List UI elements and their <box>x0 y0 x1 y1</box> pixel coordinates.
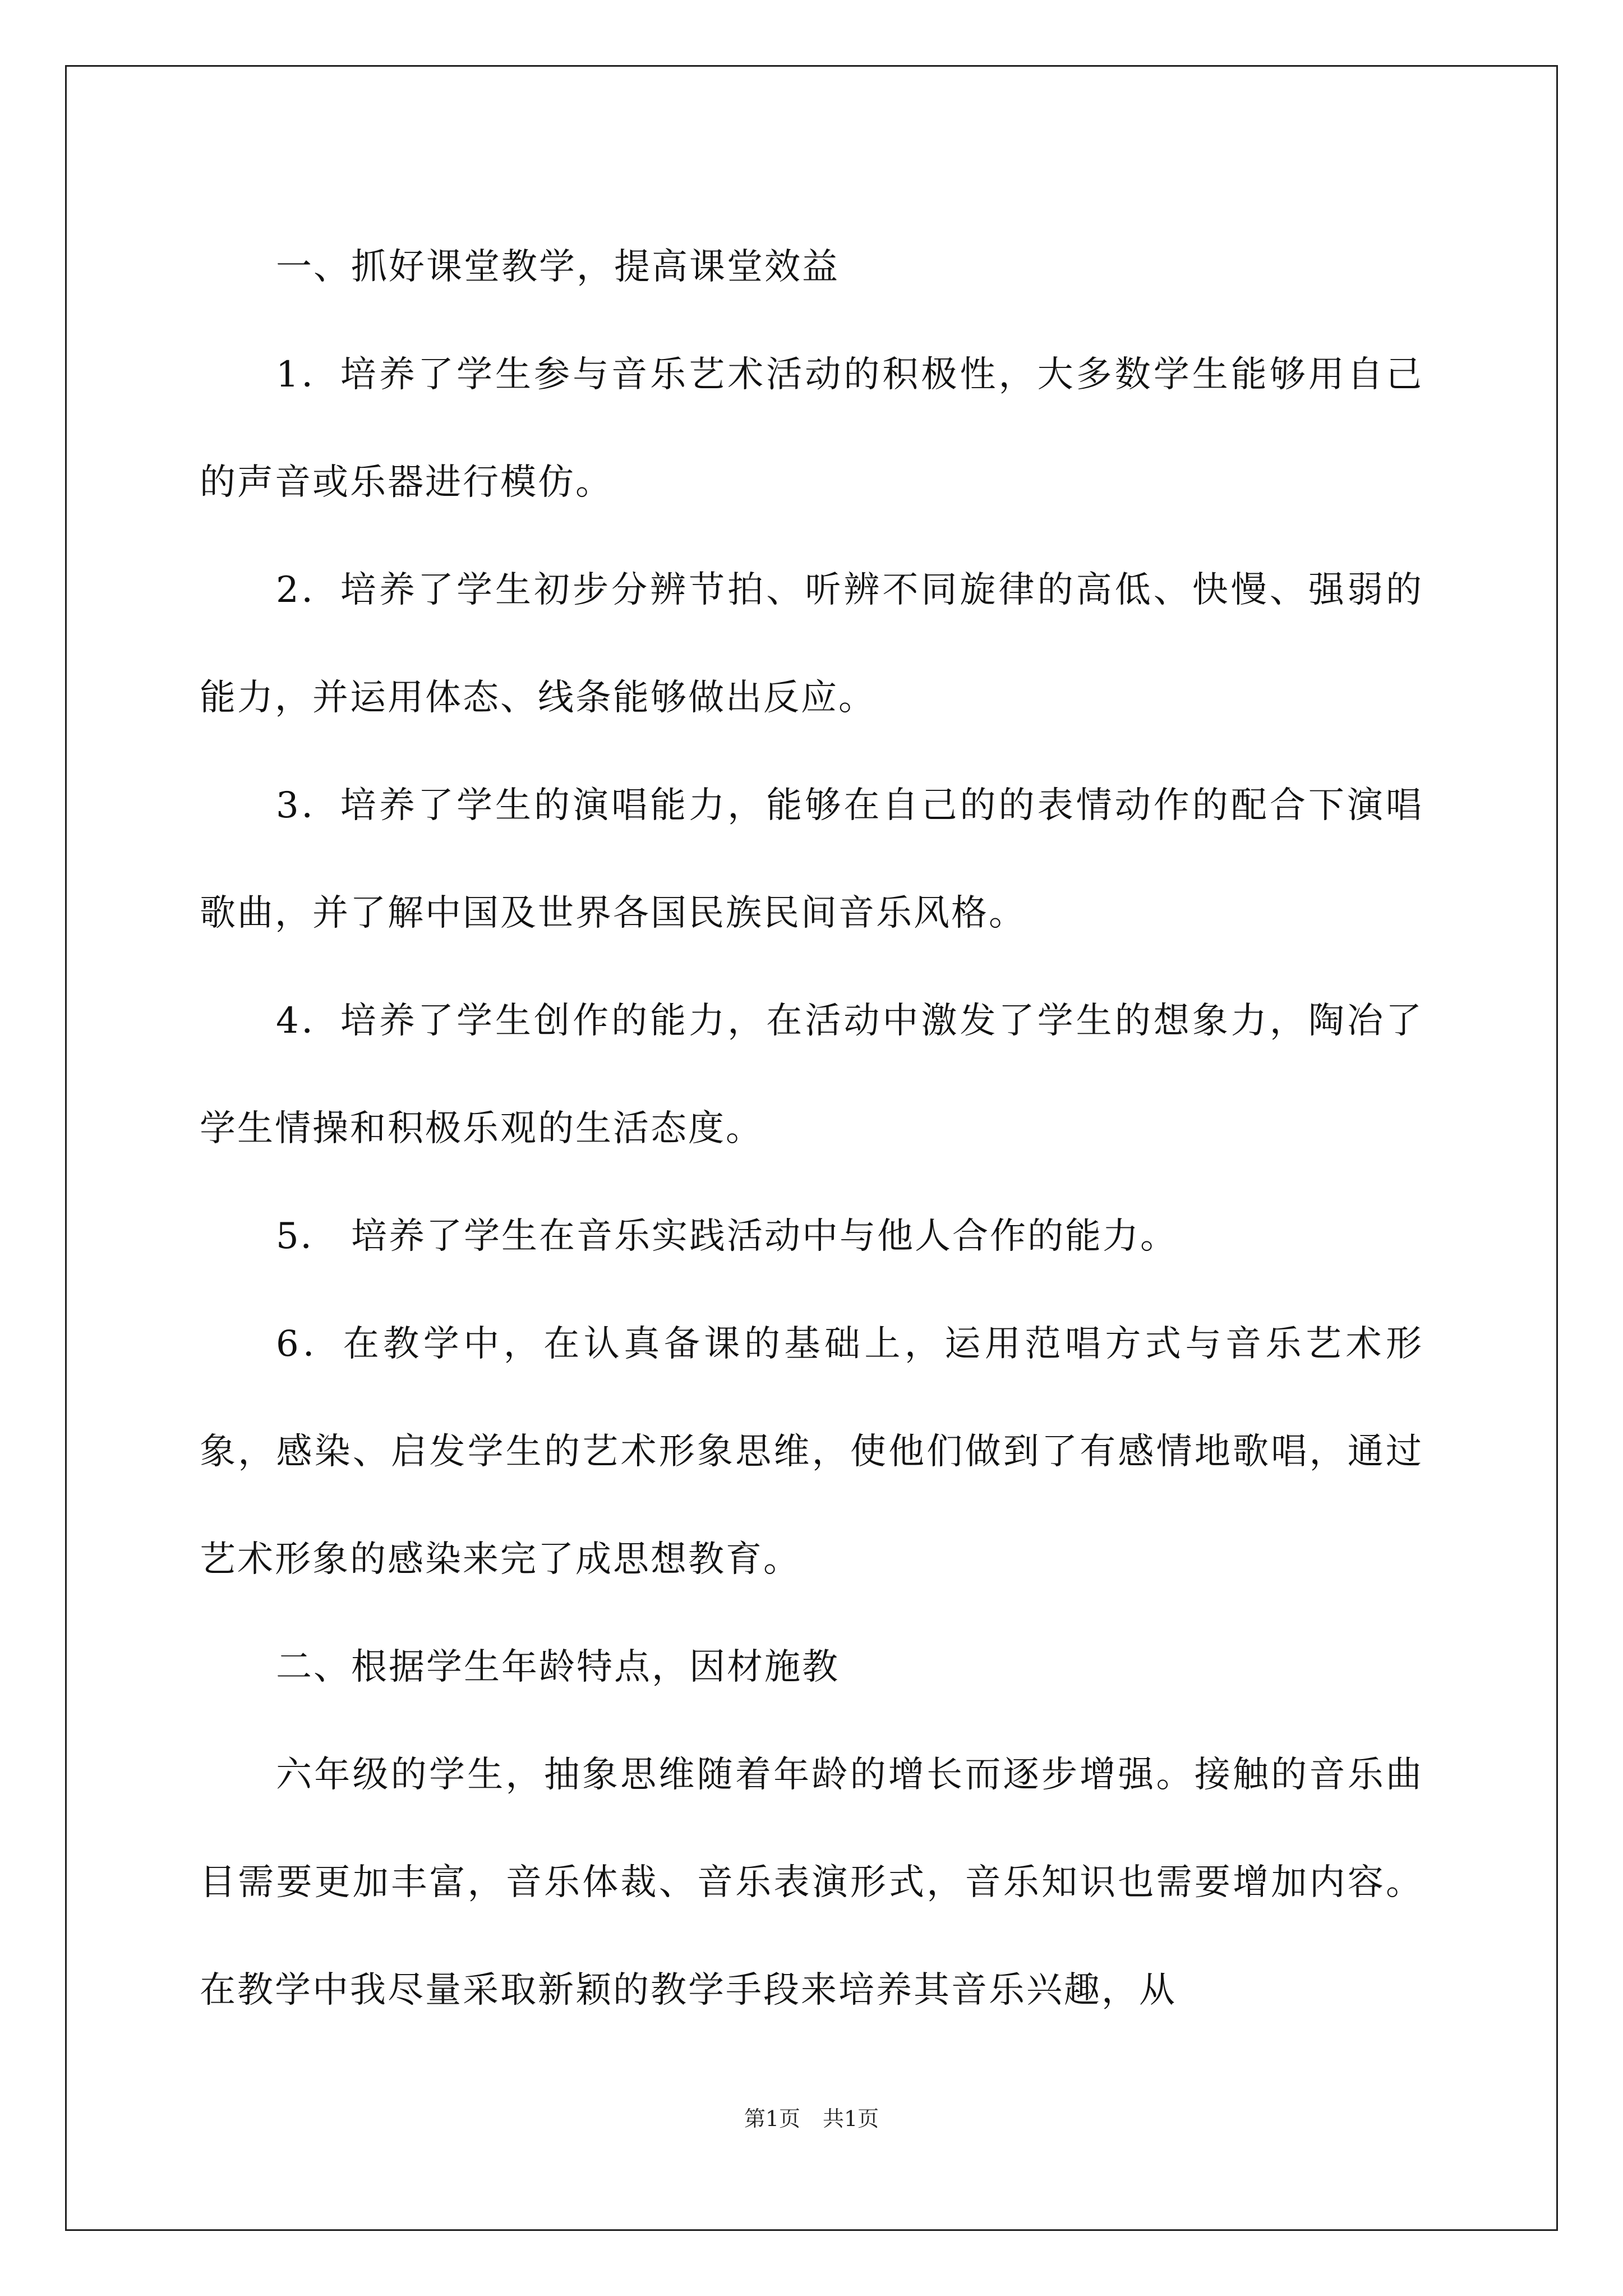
section-heading-2: 二、根据学生年龄特点，因材施教 <box>276 1646 840 1688</box>
paragraph-body: 六年级的学生，抽象思维随着年龄的增长而逐步增强。接触的音乐曲目需要更加丰富，音乐体裁、音乐表演形式，音乐知识也需要增加内容。在教学中我尽量采取新颖的教学手段来培养其音乐兴趣，从 <box>200 1754 1423 2011</box>
page-total: 共1页 <box>823 2106 879 2131</box>
paragraph-item-1: 1．培养了学生参与音乐艺术活动的积极性，大多数学生能够用自己的声音或乐器进行模仿。 <box>200 354 1423 503</box>
paragraph-item-6: 6．在教学中，在认真备课的基础上，运用范唱方式与音乐艺术形象，感染、启发学生的艺术形象思维，使他们做到了有感情地歌唱，通过艺术形象的感染来完了成思想教育。 <box>200 1323 1423 1580</box>
document-body <box>200 213 1423 2044</box>
section-heading-1: 一、抓好课堂教学，提高课堂效益 <box>276 246 840 288</box>
page-footer <box>0 2101 1623 2132</box>
paragraph-item-4: 4．培养了学生创作的能力，在活动中激发了学生的想象力，陶冶了学生情操和积极乐观的生活态度。 <box>200 1000 1423 1149</box>
page-number: 第1页 <box>744 2106 800 2131</box>
paragraph-item-3: 3．培养了学生的演唱能力，能够在自己的的表情动作的配合下演唱歌曲，并了解中国及世界各国民族民间音乐风格。 <box>200 785 1423 934</box>
paragraph-item-2: 2．培养了学生初步分辨节拍、听辨不同旋律的高低、快慢、强弱的能力，并运用体态、线条能够做出反应。 <box>200 569 1423 719</box>
paragraph-item-5: 5． 培养了学生在音乐实践活动中与他人合作的能力。 <box>276 1216 1178 1257</box>
